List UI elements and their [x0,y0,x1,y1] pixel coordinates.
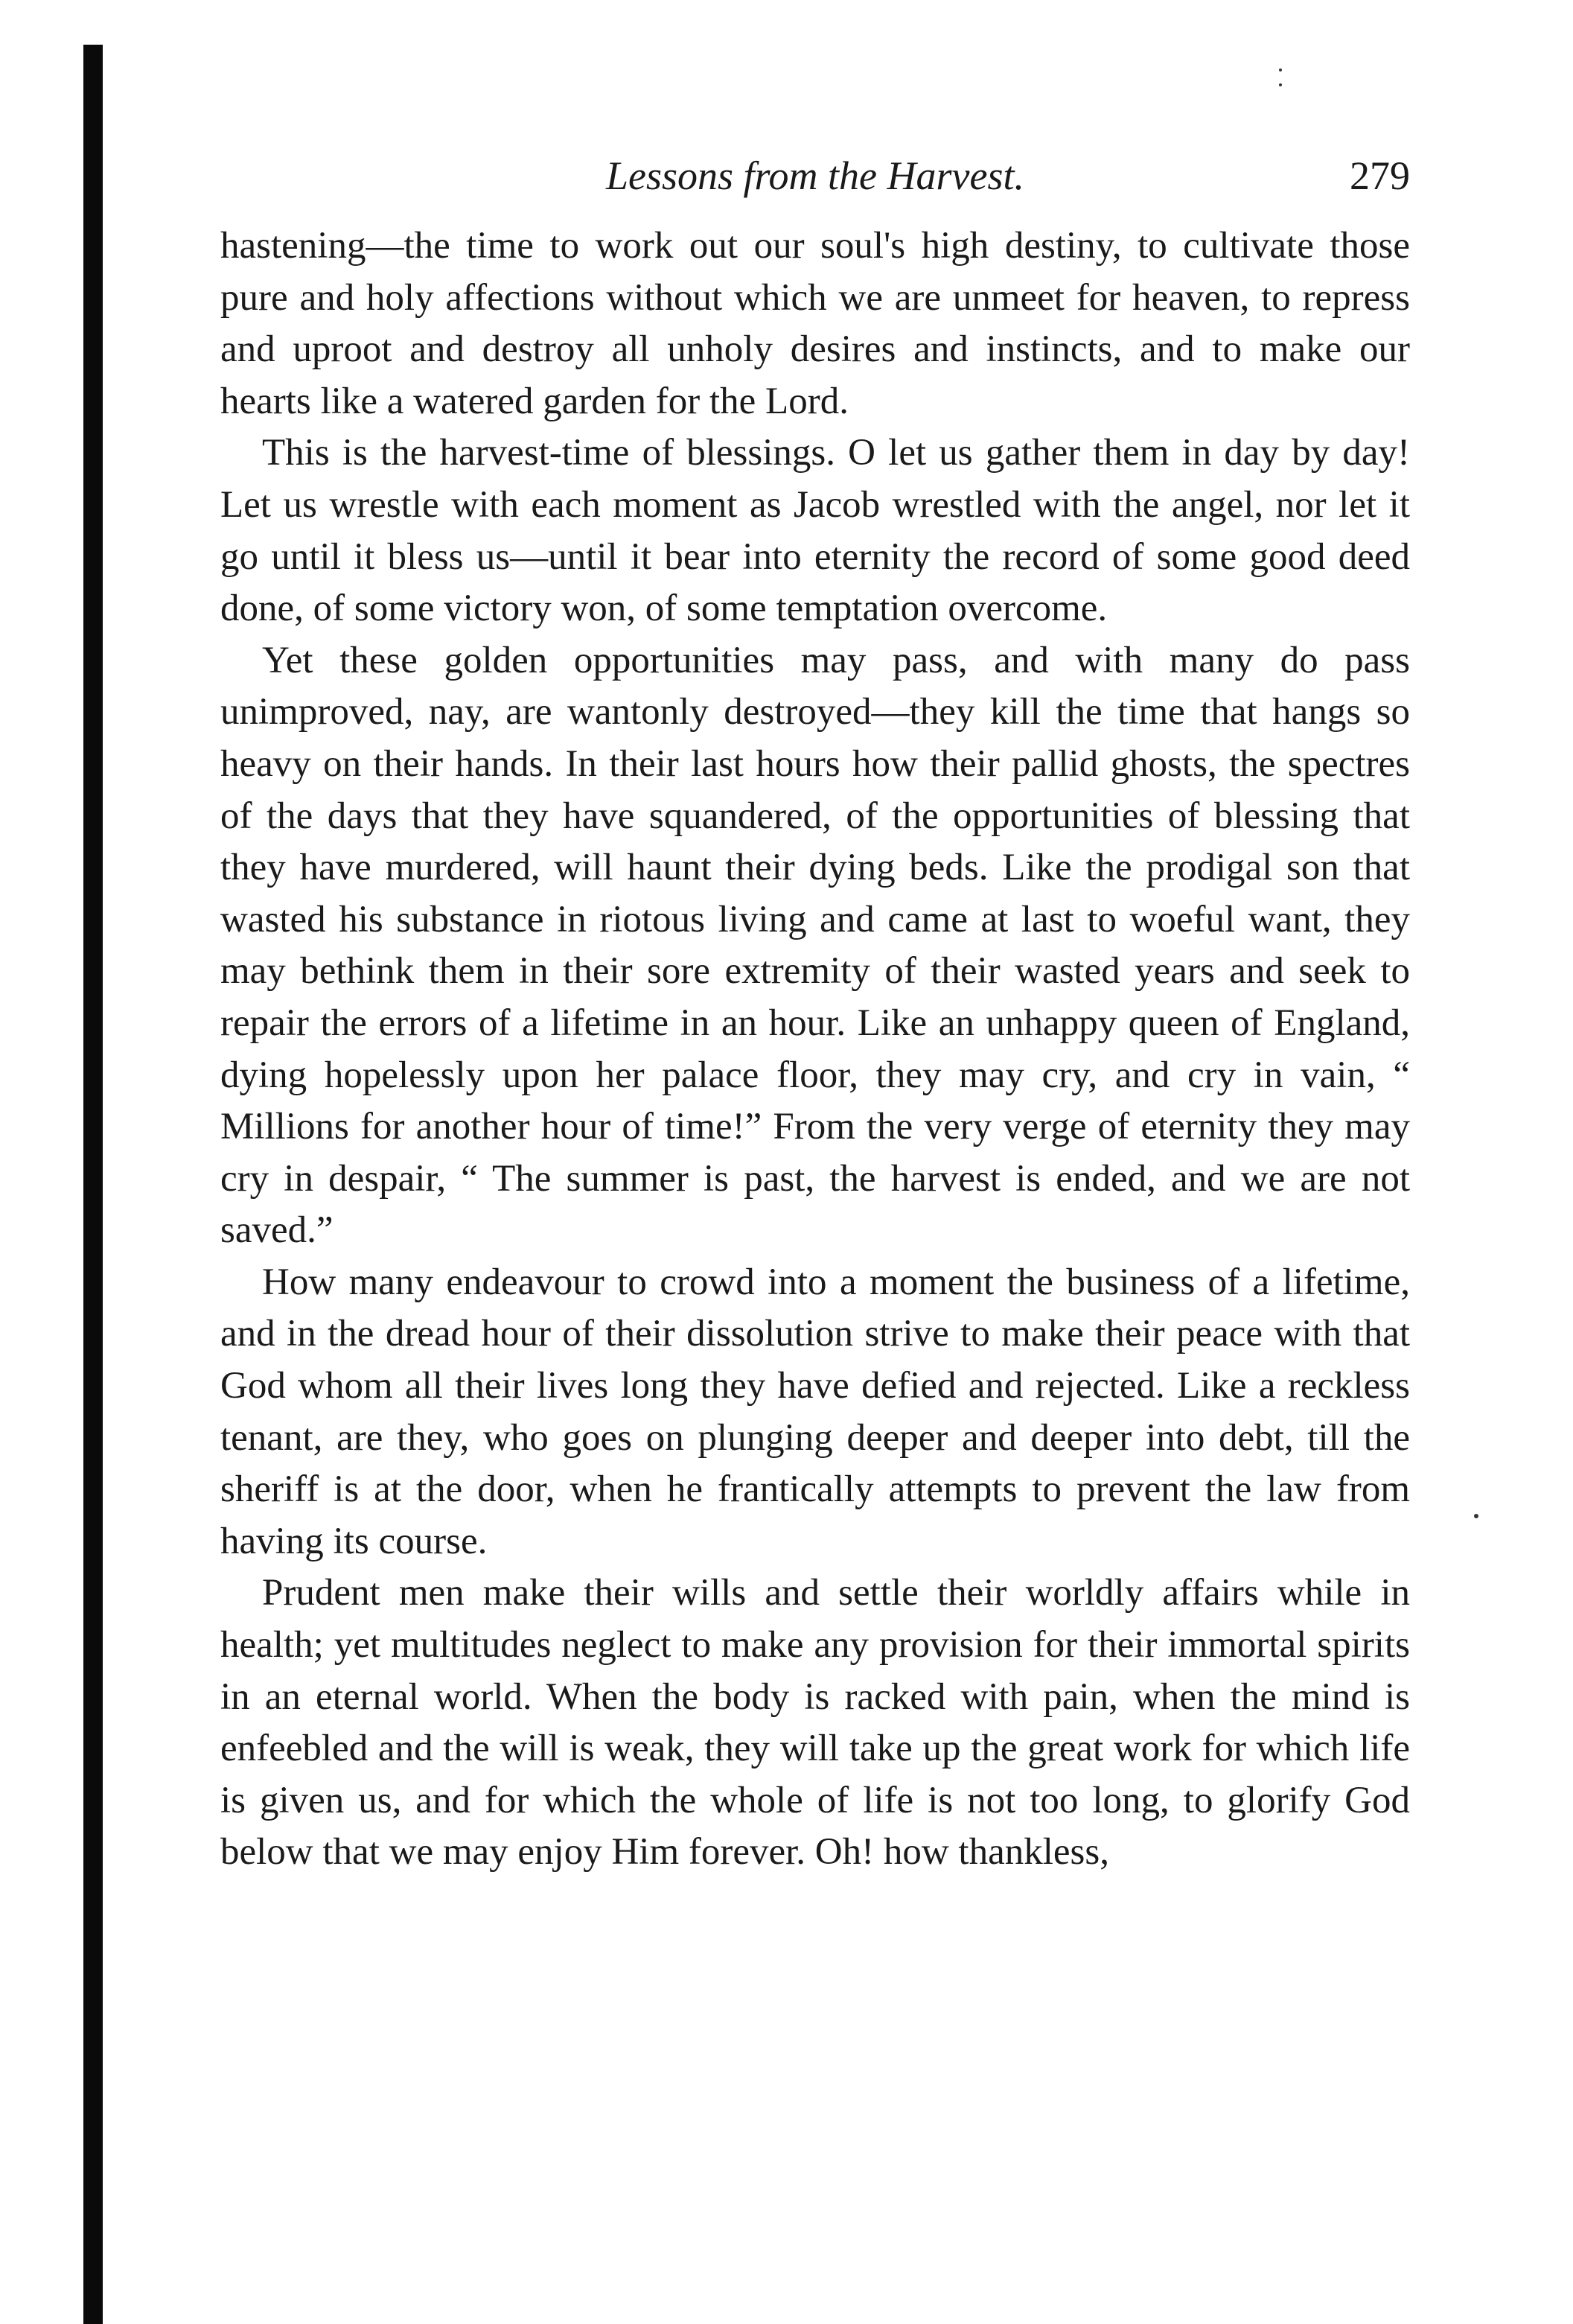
paragraph-harvest-time: This is the harvest-time of blessings. O let us gather them in day by day! Let us wrestle with each moment as Jacob wrestled with the angel, nor let it go until it bless us—until it bear into eternity the record of some good deed done, of some victory won, of some temptation overcome. [220,432,1410,630]
body-text [220,220,1410,1879]
paragraph-golden-opportunities: Yet these golden opportunities may pass, and with many do pass unimproved, nay, are wantonly destroyed—they kill the time that hangs so heavy on their hands. In their last hours how their pallid ghosts, the spectres of the days that they have squandered, of the opportunities of blessing that they have murdered, will haunt their dying beds. Like the prodigal son that wasted his substance in riotous living and came at last to woeful want, they may bethink them in their sore extremity of their wasted years and seek to repair the errors of a lifetime in an hour. Like an unhappy queen of England, dying hopelessly upon her palace floor, they may cry, and cry in vain, “ Millions for another hour of time!” From the very verge of eternity they may cry in despair, “ The summer is past, the harvest is ended, and we are not saved.” [220,639,1410,1252]
book-page [220,149,1410,1879]
page-binding-shadow [83,45,103,2324]
scan-speck [1279,83,1282,86]
running-head [220,149,1410,203]
paragraph-continuation: hastening—the time to work out our soul's high destiny, to cultivate those pure and holy affections without which we are unmeet for heaven, to repress and uproot and destroy all unholy desires and instincts, and to make our hearts like a watered garden for the Lord. [220,225,1410,422]
paragraph-endeavour: How many endeavour to crowd into a moment the business of a lifetime, and in the dread hour of their dissolution strive to make their peace with that God whom all their lives long they have defied and rejected. Like a reckless tenant, are they, who goes on plunging deeper and deeper into debt, till the sheriff is at the door, when he frantically attempts to prevent the law from having its course. [220,1261,1410,1562]
paragraph-prudent-men: Prudent men make their wills and settle their worldly affairs while in health; yet multitudes neglect to make any provision for their immortal spirits in an eternal world. When the body is racked with pain, when the mind is enfeebled and the will is weak, they will take up the great work for which life is given us, and for which the whole of life is not too long, to glorify God below that we may enjoy Him forever. Oh! how thankless, [220,1572,1410,1873]
page-number: 279 [1350,153,1410,198]
running-title: Lessons from the Harvest. [606,153,1024,198]
scan-speck [1474,1514,1478,1518]
scan-speck [1279,69,1282,71]
